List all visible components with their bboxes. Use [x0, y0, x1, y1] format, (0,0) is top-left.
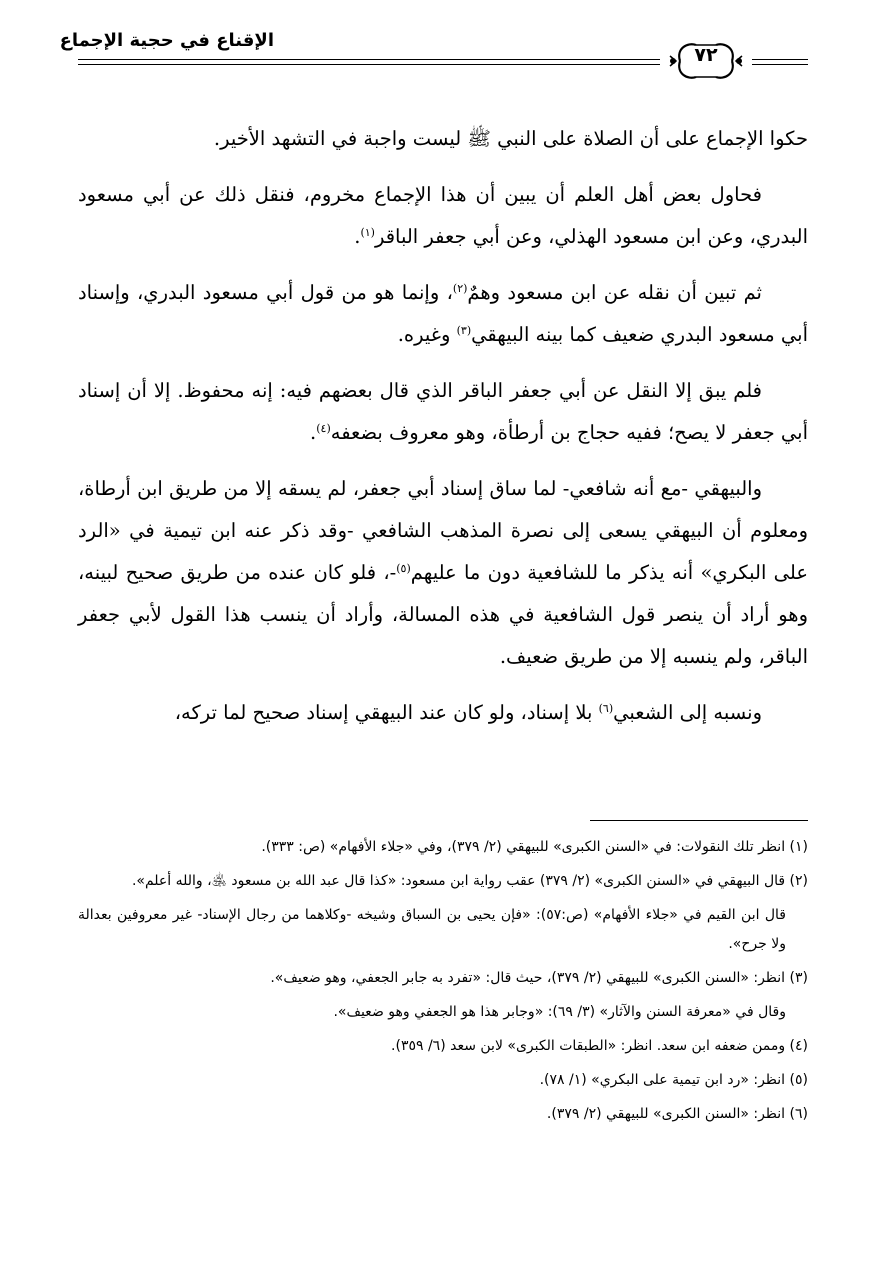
footnotes — [78, 833, 808, 1134]
footnote-marker[interactable]: (٦) — [598, 702, 614, 715]
paragraph-text: حكوا الإجماع على أن الصلاة على النبي ﷺ ليست واجبة في التشهد الأخير. — [213, 127, 808, 150]
page-number: ٧٢ — [694, 44, 718, 66]
header-rule-right — [752, 59, 808, 60]
paragraph-text: فلم يبق إلا النقل عن أبي جعفر الباقر الذي قال بعضهم فيه: إنه محفوظ. إلا أن إسناد أبي جعفر لا يصح؛ ففيه حجاج بن أرطأة، وهو معروف بضعفه — [78, 379, 808, 444]
paragraph-text: فحاول بعض أهل العلم أن يبين أن هذا الإجماع مخروم، فنقل ذلك عن أبي مسعود البدري، وعن ابن مسعود الهذلي، وعن أبي جعفر الباقر — [78, 183, 808, 248]
footnote-marker[interactable]: (٤) — [316, 422, 331, 435]
book-title: الإقناع في حجية الإجماع — [59, 30, 274, 51]
paragraph — [78, 468, 808, 678]
main-text — [78, 118, 808, 748]
paragraph — [78, 692, 808, 734]
footnote-marker[interactable]: (٣) — [456, 324, 472, 337]
footnote-marker[interactable]: (٥) — [396, 562, 411, 575]
paragraph-text: -، فلو كان عنده من طريق صحيح لبينه، وهو أراد أن ينصر قول الشافعية في هذه المسالة، وأراد أن ينسب هذا القول لأبي جعفر الباقر، ولم ينسبه إلا من طريق ضعيف. — [78, 561, 808, 668]
footnote: (٦) انظر: «السنن الكبرى» للبيهقي (٢/ ٣٧٩). — [546, 1106, 808, 1122]
paragraph-text: ونسبه إلى الشعبي — [613, 701, 762, 724]
footnote-continuation: وقال في «معرفة السنن والآثار» (٣/ ٦٩): «وجابر هذا هو الجعفي وهو ضعيف». — [333, 1004, 786, 1020]
footnote-separator — [590, 820, 808, 821]
paragraph: فلم يبق إلا النقل عن أبي جعفر الباقر الذي قال بعضهم فيه: إنه محفوظ. إلا أن إسناد أبي جعفر لا يصح؛ ففيه حجاج بن أرطأة، وهو معروف بضعفه$^{(٤)}$. — [78, 379, 808, 444]
paragraph: فحاول بعض أهل العلم أن يبين أن هذا الإجماع مخروم، فنقل ذلك عن أبي مسعود البدري، وعن ابن مسعود الهذلي، وعن أبي جعفر الباقر$^{(١)}$. — [78, 183, 808, 248]
footnote: (٣) انظر: «السنن الكبرى» للبيهقي (٢/ ٣٧٩)، حيث قال: «تفرد به جابر الجعفي، وهو ضعيف». — [270, 970, 808, 986]
header-rule — [78, 59, 660, 60]
paragraph — [78, 118, 808, 160]
footnote: (١) انظر تلك النقولات: في «السنن الكبرى» للبيهقي (٢/ ٣٧٩)، وفي «جلاء الأفهام» (ص: ٣٣٣). — [261, 839, 808, 855]
header-rule-right-double — [752, 64, 808, 65]
footnote: (٢) قال البيهقي في «السنن الكبرى» (٢/ ٣٧٩) عقب رواية ابن مسعود: «كذا قال عبد الله بن مسعود ﵁، والله أعلم». — [131, 873, 808, 889]
footnote-continuation: قال ابن القيم في «جلاء الأفهام» (ص:٥٧): «فإن يحيى بن السباق وشيخه -وكلاهما من رجال الإسناد- غير معروفين بعدالة ولا جرح». — [78, 907, 786, 952]
paragraph — [78, 272, 808, 356]
footnote: (٥) انظر: «رد ابن تيمية على البكري» (١/ ٧٨). — [539, 1072, 808, 1088]
page-number-badge — [666, 36, 746, 86]
footnote: (٤) وممن ضعفه ابن سعد. انظر: «الطبقات الكبرى» لابن سعد (٦/ ٣٥٩). — [391, 1038, 808, 1054]
paragraph-text: وغيره. — [397, 323, 457, 346]
footnote-marker[interactable]: (١) — [360, 226, 375, 239]
footnote-marker[interactable]: (٢) — [452, 282, 468, 295]
paragraph-text: ، وإنما هو من قول أبي مسعود البدري، وإسناد أبي مسعود البدري ضعيف كما بينه البيهقي — [78, 281, 808, 346]
paragraph-text: ثم تبين أن نقله عن ابن مسعود وهمٌ — [467, 281, 762, 304]
paragraph-text: والبيهقي -مع أنه شافعي- لما ساق إسناد أبي جعفر، لم يسقه إلا من طريق ابن أرطاة، ومعلوم أن البيهقي يسعى إلى نصرة المذهب الشافعي -وقد ذكر عنه ابن تيمية في «الرد على البكري» أنه يذكر ما للشافعية دون ما عليهم — [78, 477, 809, 584]
paragraph-text: بلا إسناد، ولو كان عند البيهقي إسناد صحيح لما تركه، — [174, 701, 599, 724]
header-rule-double — [78, 64, 660, 65]
